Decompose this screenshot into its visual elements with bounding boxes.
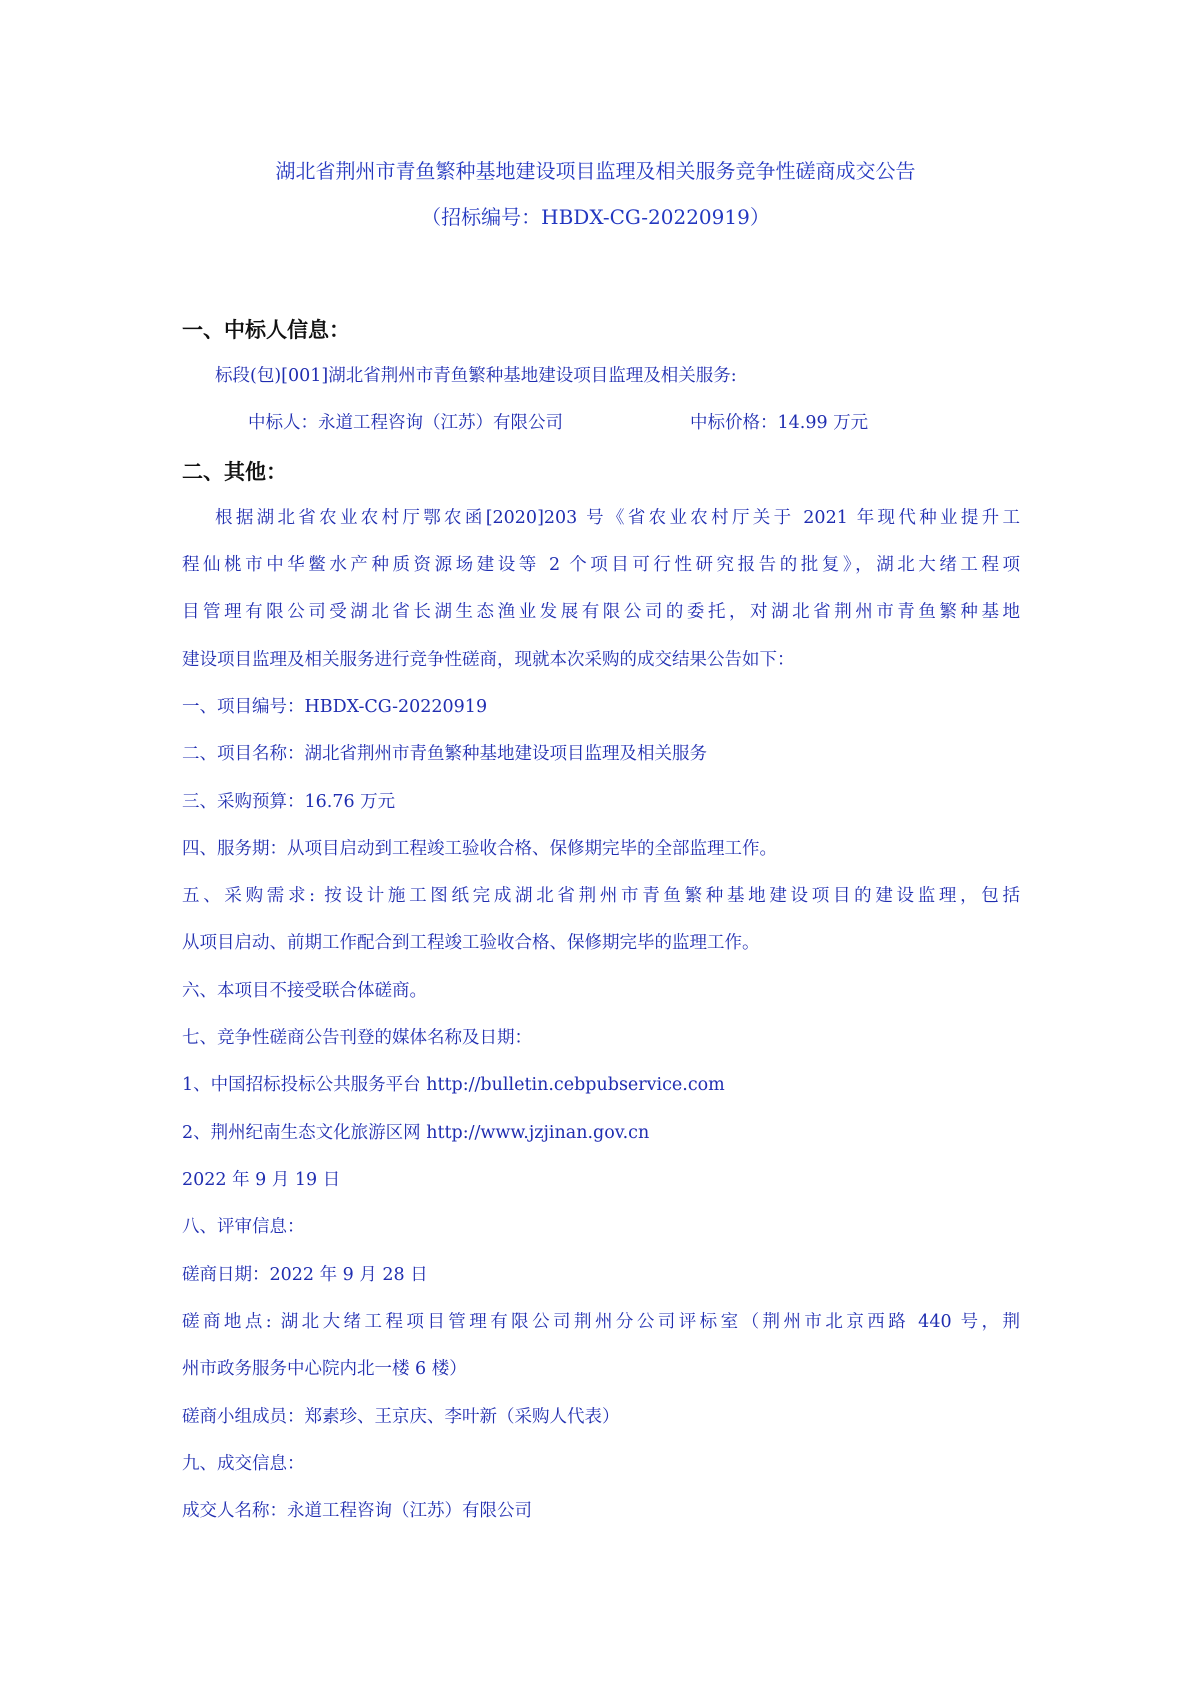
review-members: 磋商小组成员：郑素珍、王京庆、李叶新（采购人代表） — [182, 1407, 620, 1427]
deal-heading: 九、成交信息： — [182, 1454, 305, 1474]
intro-line-3: 目管理有限公司受湖北省长湖生态渔业发展有限公司的委托，对湖北省荆州市青鱼繁种基地 — [182, 602, 1020, 622]
review-heading: 八、评审信息： — [182, 1217, 305, 1237]
review-location-line-2: 州市政务服务中心院内北一楼 6 楼） — [182, 1359, 467, 1379]
no-consortium: 六、本项目不接受联合体磋商。 — [182, 981, 427, 1001]
winner-price: 中标价格：14.99 万元 — [690, 413, 869, 433]
media-item-1: 1、中国招标投标公共服务平台 http://bulletin.cebpubservice.com — [182, 1075, 725, 1095]
media-item-2: 2、荆州纪南生态文化旅游区网 http://www.jzjinan.gov.cn — [182, 1123, 650, 1143]
service-period: 四、服务期：从项目启动到工程竣工验收合格、保修期完毕的全部监理工作。 — [182, 839, 777, 859]
intro-line-1: 根据湖北省农业农村厅鄂农函[2020]203 号《省农业农村厅关于 2021 年现代种业提升工 — [215, 508, 1020, 528]
project-name: 二、项目名称：湖北省荆州市青鱼繁种基地建设项目监理及相关服务 — [182, 744, 707, 764]
package-line: 标段(包)[001]湖北省荆州市青鱼繁种基地建设项目监理及相关服务: — [215, 366, 737, 386]
section-heading-other: 二、其他： — [182, 459, 287, 484]
winner-line: 中标人：永道工程咨询（江苏）有限公司 — [248, 413, 563, 433]
intro-line-2: 程仙桃市中华鳖水产种质资源场建设等 2 个项目可行性研究报告的批复》，湖北大绪工程项 — [182, 555, 1020, 575]
document-title: 湖北省荆州市青鱼繁种基地建设项目监理及相关服务竞争性磋商成交公告 — [275, 159, 916, 183]
media-date: 2022 年 9 月 19 日 — [182, 1170, 341, 1190]
bid-number: （招标编号：HBDX-CG-20220919） — [421, 205, 770, 229]
review-date: 磋商日期：2022 年 9 月 28 日 — [182, 1265, 428, 1285]
requirements-line-2: 从项目启动、前期工作配合到工程竣工验收合格、保修期完毕的监理工作。 — [182, 933, 760, 953]
media-heading: 七、竞争性磋商公告刊登的媒体名称及日期： — [182, 1028, 532, 1048]
deal-winner: 成交人名称：永道工程咨询（江苏）有限公司 — [182, 1501, 532, 1521]
project-number: 一、项目编号：HBDX-CG-20220919 — [182, 697, 488, 717]
section-heading-winner-info: 一、中标人信息： — [182, 317, 350, 342]
intro-line-4: 建设项目监理及相关服务进行竞争性磋商，现就本次采购的成交结果公告如下： — [182, 650, 795, 670]
procurement-budget: 三、采购预算：16.76 万元 — [182, 792, 396, 812]
review-location-line-1: 磋商地点: 湖北大绪工程项目管理有限公司荆州分公司评标室（荆州市北京西路 440 号，荆 — [182, 1312, 1020, 1332]
requirements-line-1: 五、采购需求: 按设计施工图纸完成湖北省荆州市青鱼繁种基地建设项目的建设监理，包括 — [182, 886, 1020, 906]
